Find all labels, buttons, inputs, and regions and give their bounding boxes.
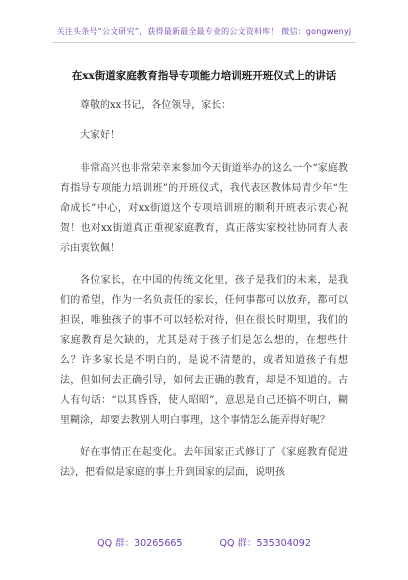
header-banner: 关注头条号“公文研究”，获得最新最全最专业的公文资料库！ 微信：gongwenyj	[56, 27, 352, 36]
body-paragraph-3: 好在事情正在起变化。去年国家正式修订了《家庭教育促进法》，把看似是家庭的事上升到国家的层面，说明孩	[60, 447, 348, 478]
document-title: 在xx街道家庭教育指导专项能力培训班开班仪式上的讲话	[71, 70, 337, 82]
body-paragraph-2: 各位家长，在中国的传统文化里，孩子是我们的未来，是我们的希望，作为一名负责任的家长，任何事都可以放弃，都可以担误，唯独孩子的事不可以轻松对待，但在很长时期里，我们的家庭教育是欠缺的，尤其是对于孩子们是怎么想的，在想些什么？许多家长是不明白的，是说不清楚的，或者知道孩子有想法，但如何去正确引导，如何去正确的教育，却是不知道的。古人有句话：“以其昏昏，使人昭昭”，意思是自己还搞不明白，糊里糊涂，却要去教别人明白事理，这个事情怎么能弄得好呢？	[60, 275, 348, 426]
footer-qq-group-left: QQ 群：30265665	[97, 538, 183, 549]
footer-contacts	[0, 535, 408, 549]
header-divider	[52, 42, 356, 43]
document-body	[60, 96, 348, 495]
body-paragraph-1: 非常高兴也非常荣幸来参加今天街道举办的这么一个“家庭教育指导专项能力培训班”的开班仪式，我代表区教体局青少年“生命成长”中心，对xx街道这个专项培训班的顺利开班表示衷心祝贺！也对xx街道真正重视家庭教育，真正落实家校社协同育人表示由衷钦佩！	[60, 163, 348, 254]
salutation: 尊敬的xx书记，各位领导，家长：	[80, 100, 232, 111]
greeting: 大家好！	[80, 130, 120, 141]
footer-qq-group-right: QQ 群：535304092	[219, 538, 311, 549]
